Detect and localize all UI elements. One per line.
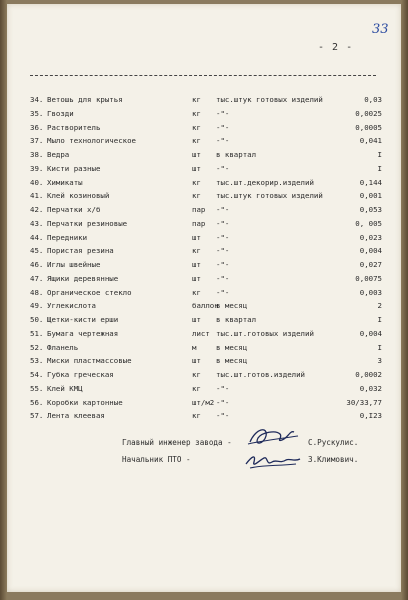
item-value: 0,053 xyxy=(359,205,382,214)
item-unit: кг xyxy=(192,370,201,379)
item-basis: в месяц xyxy=(216,301,248,311)
item-unit: шт xyxy=(192,150,201,159)
archive-page-number: 33 xyxy=(372,22,389,37)
item-number: 37. xyxy=(30,136,44,146)
list-item xyxy=(0,231,408,244)
item-number: 56. xyxy=(30,397,44,407)
item-basis: тыс.шт.готовых изделий xyxy=(216,328,314,338)
item-value: 0,004 xyxy=(359,328,382,338)
item-unit: кг xyxy=(192,136,201,146)
list-item xyxy=(0,396,408,409)
item-name: Перчатки резиновые xyxy=(47,218,128,228)
item-basis: -"- xyxy=(216,136,230,146)
list-item xyxy=(0,341,408,354)
item-unit: пар xyxy=(192,218,206,228)
item-value: 0,144 xyxy=(359,177,382,187)
item-value: 0,0075 xyxy=(355,273,382,283)
page-number: - 2 - xyxy=(318,42,354,53)
item-name: Бумага чертежная xyxy=(47,328,119,338)
list-item xyxy=(0,272,408,285)
item-number: 41. xyxy=(30,191,44,201)
item-unit: шт xyxy=(192,163,201,173)
pto-head-title: Начальник ПТО - xyxy=(122,455,191,464)
list-item xyxy=(0,354,408,367)
item-unit: пар xyxy=(192,205,206,214)
item-number: 51. xyxy=(30,328,44,338)
item-unit: кг xyxy=(192,108,201,118)
item-number: 38. xyxy=(30,150,44,159)
item-value: 0,023 xyxy=(359,232,382,242)
item-number: 57. xyxy=(30,411,44,421)
chief-engineer-signature xyxy=(246,424,302,450)
item-basis: тыс.шт.готов.изделий xyxy=(216,370,305,379)
item-unit: шт/м2 xyxy=(192,397,215,407)
item-value: 2 xyxy=(377,301,382,311)
item-basis: -"- xyxy=(216,397,230,407)
item-value: 0,03 xyxy=(364,95,382,104)
list-item xyxy=(0,203,408,216)
item-value: I xyxy=(377,315,382,324)
item-basis: -"- xyxy=(216,383,230,393)
item-unit: шт xyxy=(192,315,201,324)
pto-head-signature xyxy=(242,450,304,474)
item-unit: кг xyxy=(192,177,201,187)
item-number: 34. xyxy=(30,95,44,104)
item-number: 49. xyxy=(30,301,44,311)
item-value: 0,I23 xyxy=(359,411,382,421)
item-name: Органическое стекло xyxy=(47,287,132,297)
list-item xyxy=(0,162,408,175)
list-item xyxy=(0,286,408,299)
item-unit: шт xyxy=(192,273,201,283)
item-unit: кг xyxy=(192,383,201,393)
item-basis: -"- xyxy=(216,273,230,283)
chief-engineer-title: Главный инженер завода - xyxy=(122,438,232,447)
item-name: Мыло технологическое xyxy=(47,136,136,146)
item-value: I xyxy=(377,163,382,173)
list-item xyxy=(0,368,408,381)
item-value: 30/33,77 xyxy=(346,397,382,407)
item-unit: кг xyxy=(192,191,201,201)
item-value: 0,0002 xyxy=(355,370,382,379)
item-basis: -"- xyxy=(216,163,230,173)
item-unit: шт xyxy=(192,356,201,366)
item-basis: -"- xyxy=(216,260,230,269)
item-number: 40. xyxy=(30,177,44,187)
item-number: 54. xyxy=(30,370,44,379)
item-basis: -"- xyxy=(216,287,230,297)
item-name: Пористая резина xyxy=(47,246,114,256)
item-value: 0,004 xyxy=(359,246,382,256)
item-basis: -"- xyxy=(216,122,230,132)
item-number: 45. xyxy=(30,246,44,256)
item-number: 43. xyxy=(30,218,44,228)
list-item xyxy=(0,189,408,202)
item-value: I xyxy=(377,342,382,352)
list-item xyxy=(0,176,408,189)
item-value: 0,0025 xyxy=(355,108,382,118)
item-name: Миски пластмассовые xyxy=(47,356,132,366)
item-number: 47. xyxy=(30,273,44,283)
item-name: Передники xyxy=(47,232,88,242)
item-name: Химикаты xyxy=(47,177,83,187)
item-value: 0,027 xyxy=(359,260,382,269)
list-item xyxy=(0,93,408,106)
item-name: Кисти разные xyxy=(47,163,101,173)
item-unit: м xyxy=(192,342,197,352)
item-basis: в квартал xyxy=(216,315,257,324)
list-item xyxy=(0,217,408,230)
item-number: 44. xyxy=(30,232,44,242)
item-basis: тыс.шт.декорир.изделий xyxy=(216,177,314,187)
item-basis: -"- xyxy=(216,218,230,228)
item-basis: в месяц xyxy=(216,356,248,366)
item-name: Клей КМЦ xyxy=(47,383,83,393)
list-item xyxy=(0,327,408,340)
item-number: 55. xyxy=(30,383,44,393)
item-name: Губка греческая xyxy=(47,370,114,379)
list-item xyxy=(0,107,408,120)
item-name: Щетки-кисти ерши xyxy=(47,315,119,324)
item-value: 0, 005 xyxy=(355,218,382,228)
item-basis: -"- xyxy=(216,411,230,421)
list-item xyxy=(0,148,408,161)
item-number: 52. xyxy=(30,342,44,352)
item-name: Коробки картонные xyxy=(47,397,123,407)
item-number: 42. xyxy=(30,205,44,214)
list-item xyxy=(0,121,408,134)
item-unit: баллон xyxy=(192,301,219,311)
item-basis: в месяц xyxy=(216,342,248,352)
item-number: 36. xyxy=(30,122,44,132)
item-name: Ящики деревянные xyxy=(47,273,119,283)
item-name: Фланель xyxy=(47,342,79,352)
item-basis: в квартал xyxy=(216,150,257,159)
item-basis: -"- xyxy=(216,108,230,118)
item-unit: лист xyxy=(192,328,210,338)
item-basis: -"- xyxy=(216,246,230,256)
item-name: Иглы швейные xyxy=(47,260,101,269)
list-item xyxy=(0,299,408,312)
item-name: Ветошь для крытья xyxy=(47,95,123,104)
item-name: Растворитель xyxy=(47,122,101,132)
item-number: 50. xyxy=(30,315,44,324)
item-value: 0,003 xyxy=(359,287,382,297)
list-item xyxy=(0,244,408,257)
item-number: 35. xyxy=(30,108,44,118)
item-value: 0,041 xyxy=(359,136,382,146)
item-number: 53. xyxy=(30,356,44,366)
item-name: Лента клеевая xyxy=(47,411,105,421)
item-name: Клей козиновый xyxy=(47,191,110,201)
list-item xyxy=(0,313,408,326)
pto-head-name: З.Климович. xyxy=(308,455,359,464)
list-item xyxy=(0,258,408,271)
item-unit: кг xyxy=(192,122,201,132)
item-value: 0,032 xyxy=(359,383,382,393)
item-unit: шт xyxy=(192,232,201,242)
item-basis: тыс.штук готовых изделий xyxy=(216,95,323,104)
item-unit: шт xyxy=(192,260,201,269)
list-item xyxy=(0,134,408,147)
chief-engineer-name: С.Рускулис. xyxy=(308,438,359,447)
item-value: 3 xyxy=(377,356,382,366)
item-name: Гвозди xyxy=(47,108,74,118)
separator-line xyxy=(30,75,376,76)
item-name: Ведра xyxy=(47,150,70,159)
item-basis: -"- xyxy=(216,205,230,214)
item-value: 0,001 xyxy=(359,191,382,201)
item-name: Перчатки х/б xyxy=(47,205,101,214)
item-basis: тыс.штук готовых изделий xyxy=(216,191,323,201)
item-unit: кг xyxy=(192,95,201,104)
list-item xyxy=(0,382,408,395)
item-number: 48. xyxy=(30,287,44,297)
item-unit: кг xyxy=(192,411,201,421)
item-value: 0,0005 xyxy=(355,122,382,132)
item-basis: -"- xyxy=(216,232,230,242)
item-name: Углекислота xyxy=(47,301,96,311)
item-value: I xyxy=(377,150,382,159)
item-number: 46. xyxy=(30,260,44,269)
item-unit: кг xyxy=(192,246,201,256)
list-item xyxy=(0,409,408,422)
item-number: 39. xyxy=(30,163,44,173)
item-unit: кг xyxy=(192,287,201,297)
